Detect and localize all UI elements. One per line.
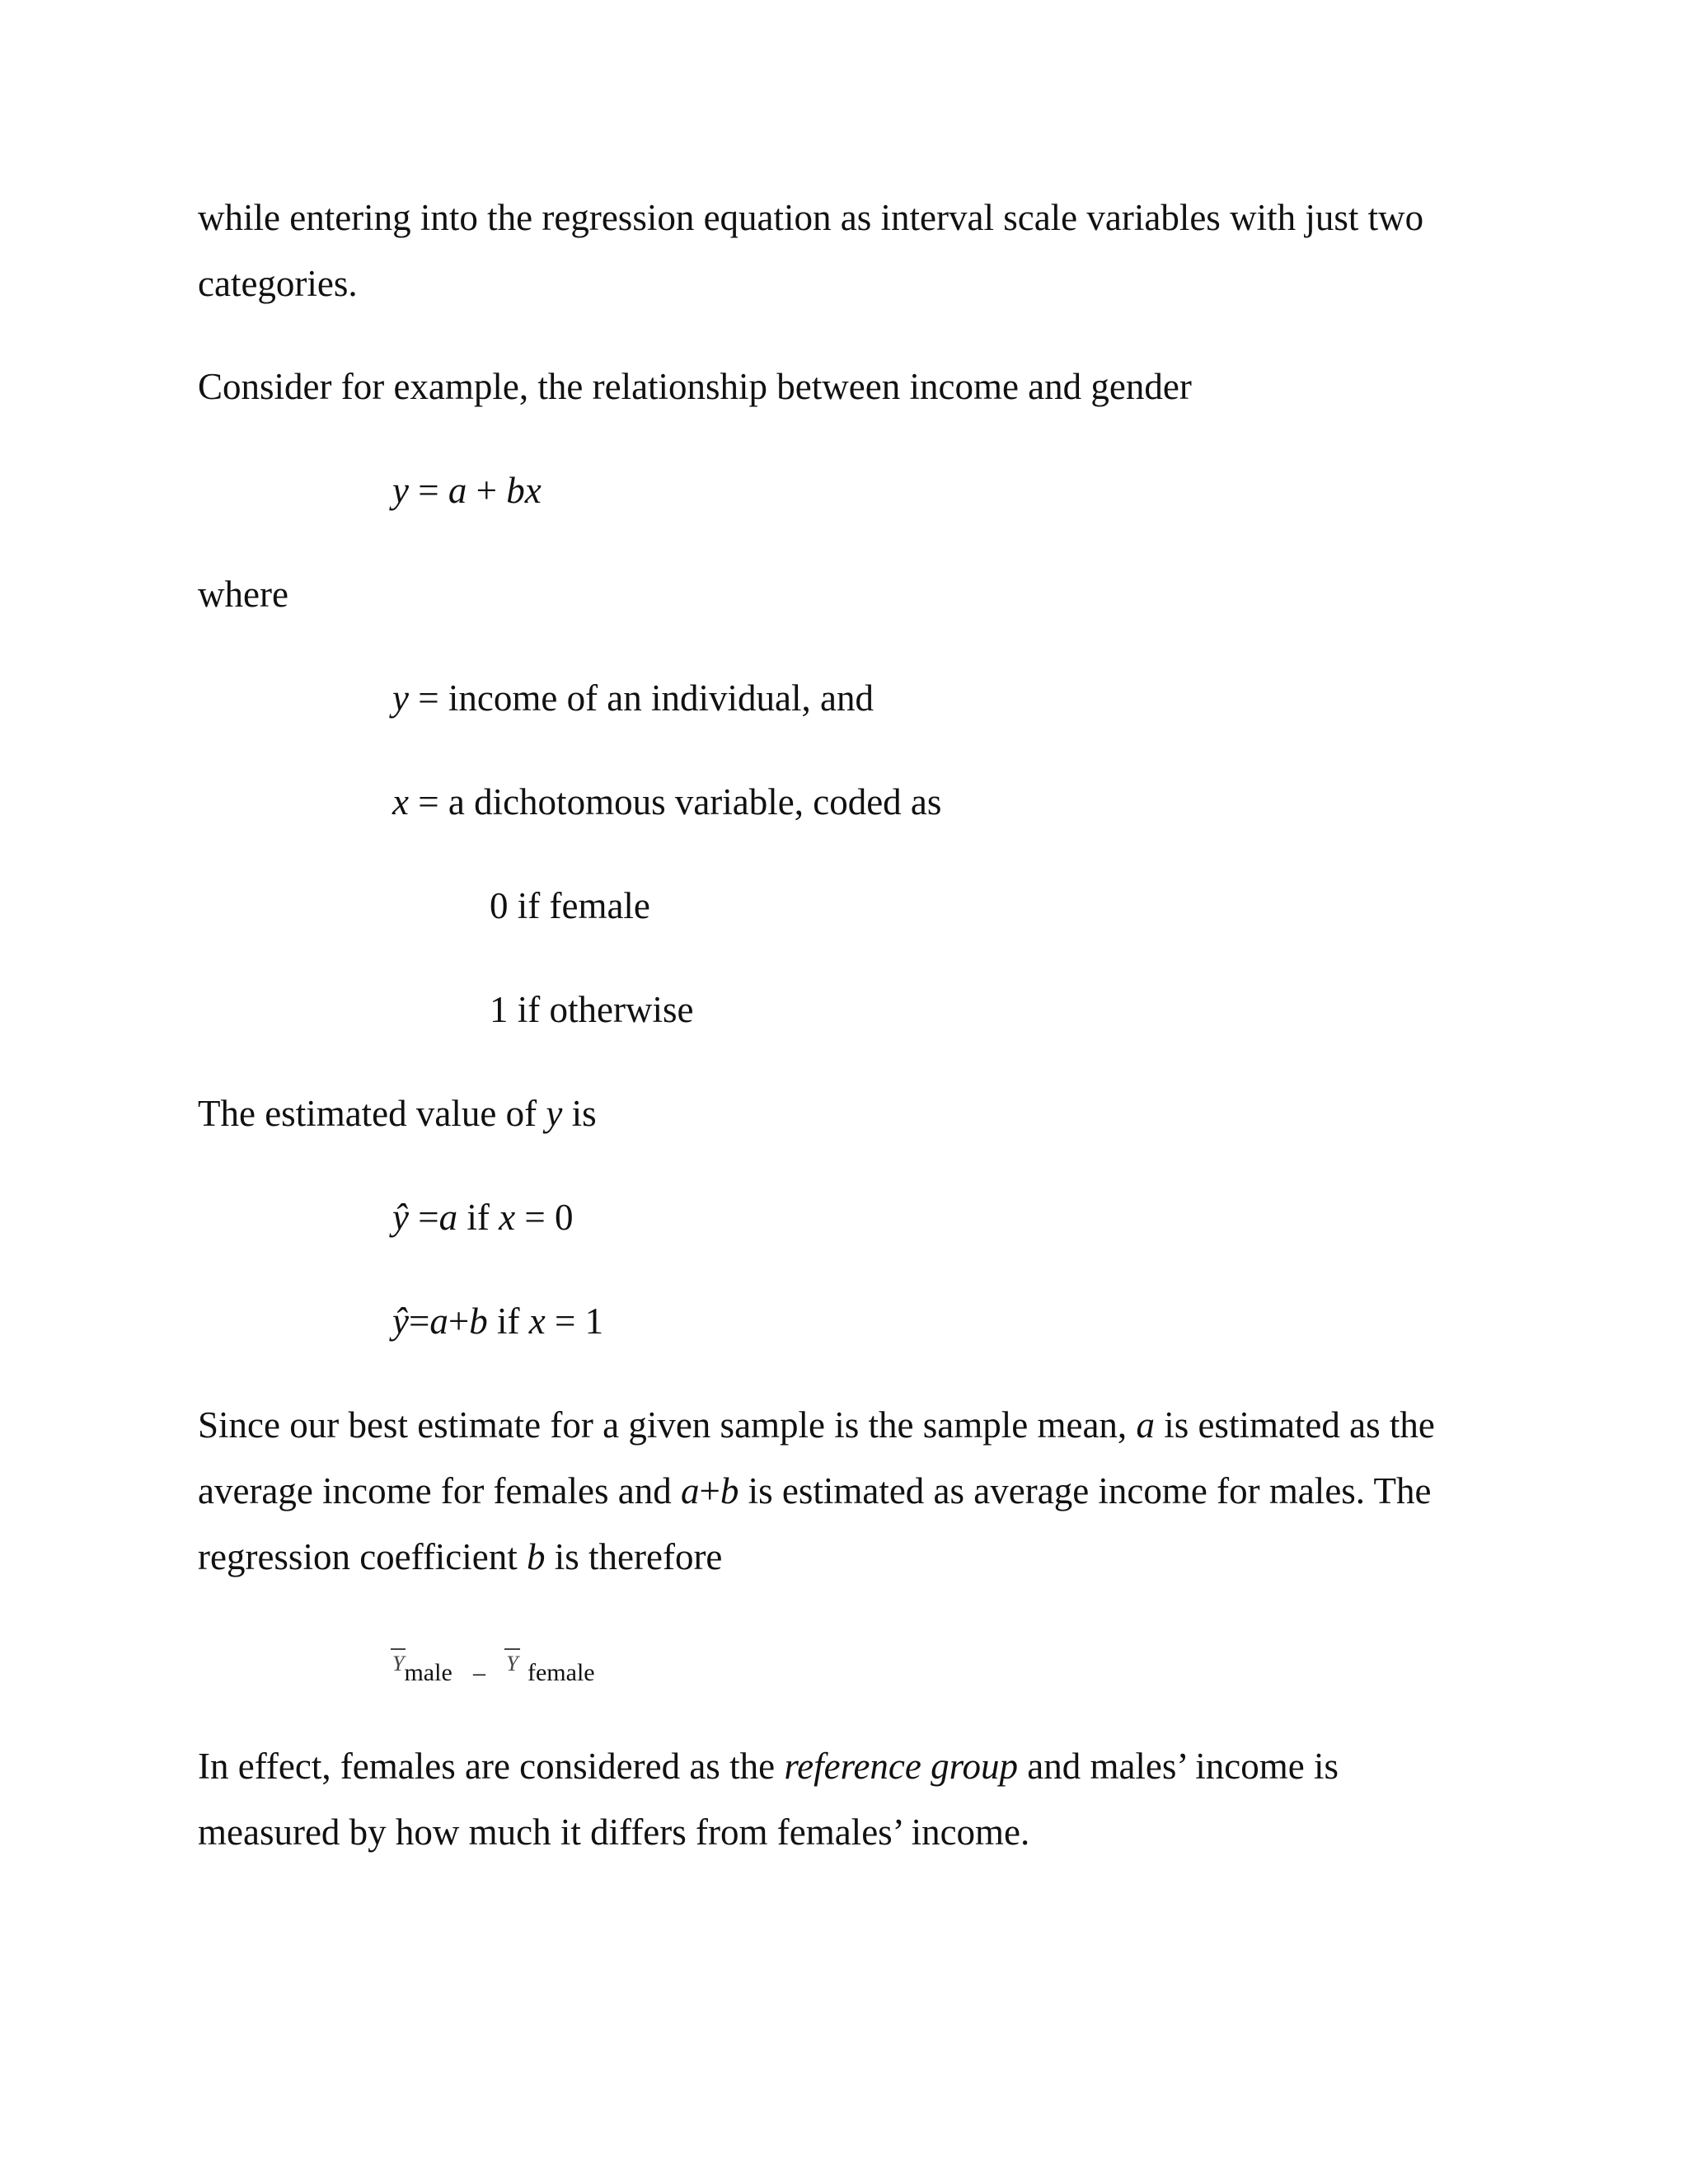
subscript-female: female [528,1659,595,1686]
definition-x: x = a dichotomous variable, coded as [392,781,942,823]
definition-y: y = income of an individual, and [392,677,874,719]
estimated-value-line: The estimated value of y is [198,1093,597,1134]
mean-symbol: Y [392,1652,405,1675]
paragraph-line: Since our best estimate for a given sample is the sample mean, a is estimated as the [198,1404,1435,1446]
paragraph-line: while entering into the regression equation as interval scale variables with just two [198,197,1424,238]
paragraph-line: In effect, females are considered as the reference group and males’ income is [198,1746,1339,1787]
paragraph-line: Consider for example, the relationship between income and gender [198,366,1192,407]
paragraph-line: average income for females and a+b is estimated as average income for males. The [198,1470,1432,1511]
where-label: where [198,574,288,615]
subscript-male: male [404,1659,452,1686]
mean-symbol: Y [506,1652,518,1675]
estimate-female: ŷ =a if x = 0 [392,1197,574,1238]
regression-equation: y = a + bx [392,470,542,511]
mean-difference-formula [392,1650,595,1687]
code-otherwise: 1 if otherwise [490,989,694,1030]
paragraph-line: categories. [198,263,358,304]
paragraph-line: regression coefficient b is therefore [198,1536,723,1577]
code-female: 0 if female [490,885,650,926]
paragraph-line: measured by how much it differs from females’ income. [198,1811,1030,1853]
minus-sign: – [473,1659,486,1686]
estimate-male: ŷ=a+b if x = 1 [392,1301,604,1342]
